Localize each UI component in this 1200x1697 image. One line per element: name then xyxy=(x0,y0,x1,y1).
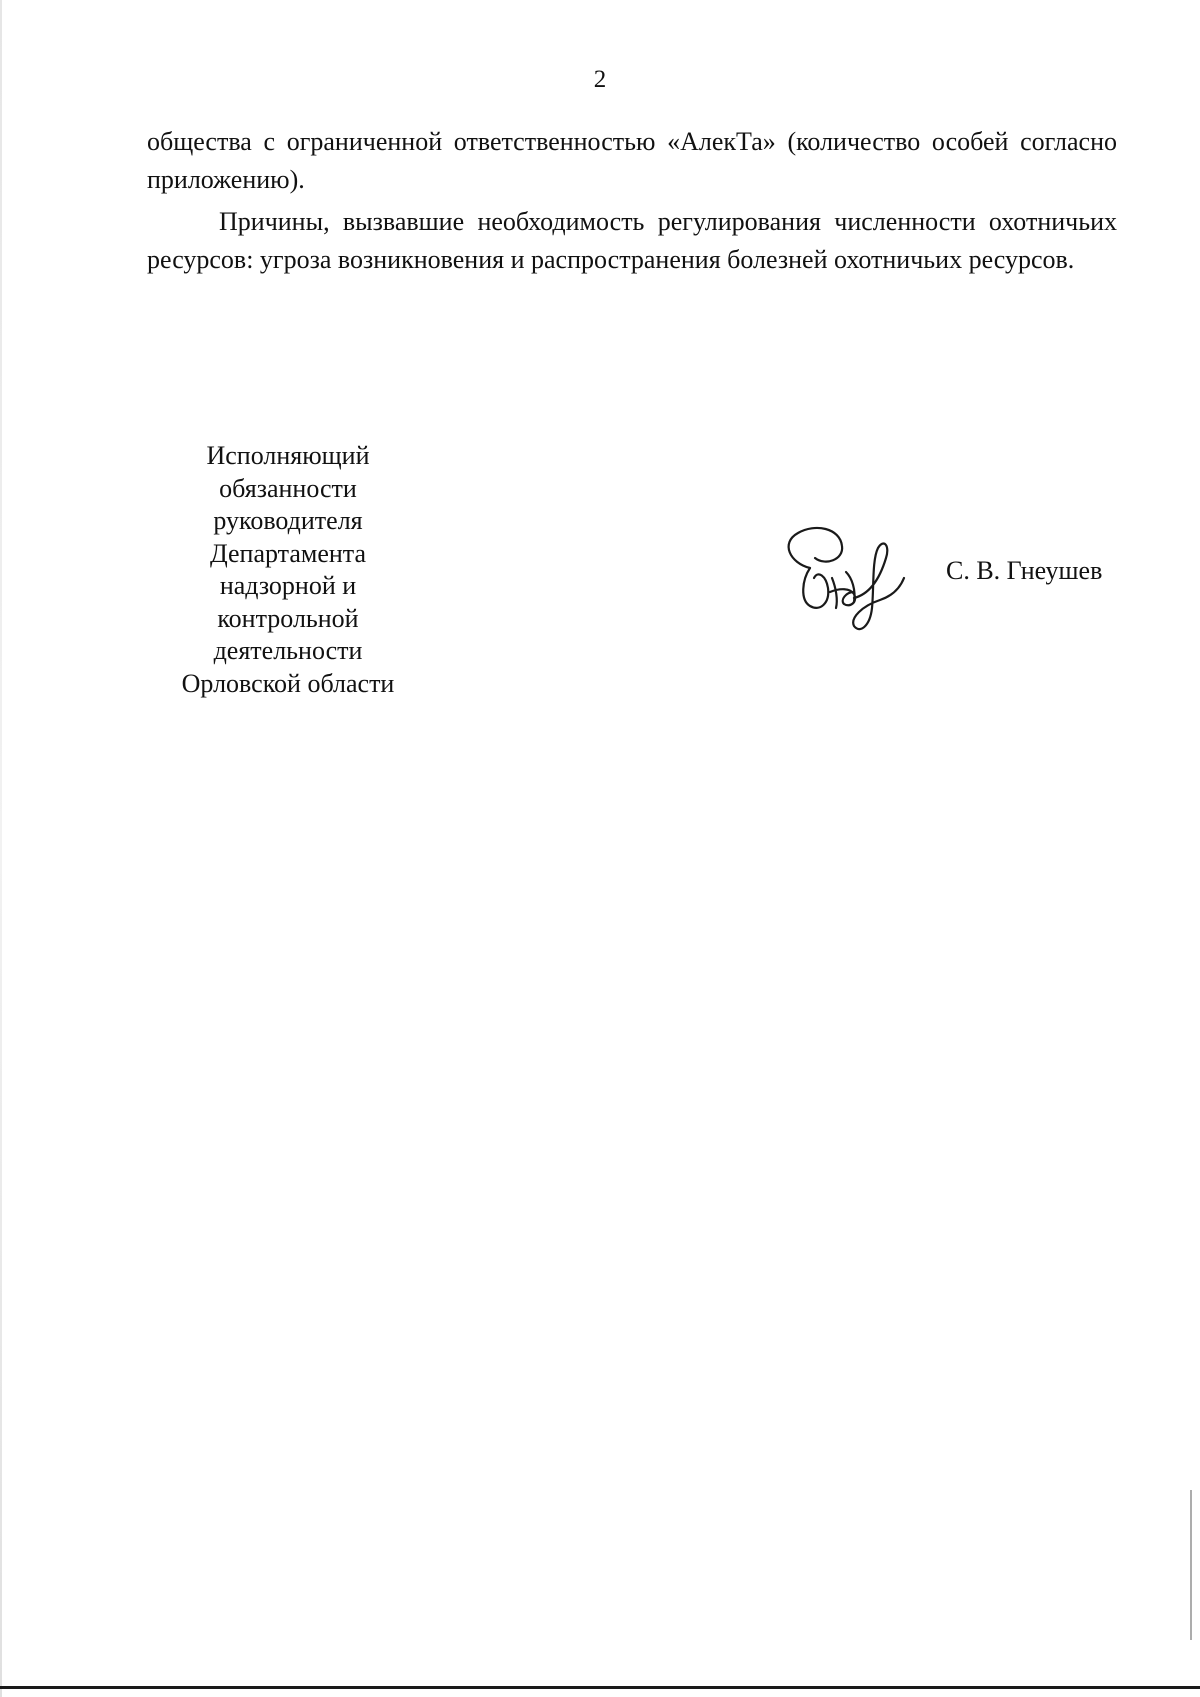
signer-position-line: деятельности xyxy=(213,636,363,665)
scan-right-edge xyxy=(1190,1490,1192,1640)
signer-name: С. В. Гнеушев xyxy=(946,556,1103,585)
signer-position-line: Орловской области xyxy=(181,668,395,698)
signer-position-line: обязанности xyxy=(219,473,357,503)
scan-bottom-edge xyxy=(0,1686,1200,1689)
scan-left-edge xyxy=(0,0,2,1697)
signer-position-line: надзорной и xyxy=(219,571,357,600)
paragraph-continuation: общества с ограниченной ответственностью «АлекТа» (количество особей согласно приложению). xyxy=(147,127,1117,194)
signer-position-line: руководителя xyxy=(213,506,363,535)
signer-position xyxy=(158,440,418,700)
page-number: 2 xyxy=(593,66,607,93)
signer-position-line: Исполняющий xyxy=(206,441,370,470)
handwritten-signature xyxy=(780,508,920,638)
paragraph-reasons: Причины, вызвавшие необходимость регулирования численности охотничьих ресурсов: угроза возникновения и распространения болезней охотничьих ресурсов. xyxy=(147,207,1117,274)
signer-position-line: Департамента xyxy=(209,538,367,568)
signer-position-line: контрольной xyxy=(217,603,359,633)
